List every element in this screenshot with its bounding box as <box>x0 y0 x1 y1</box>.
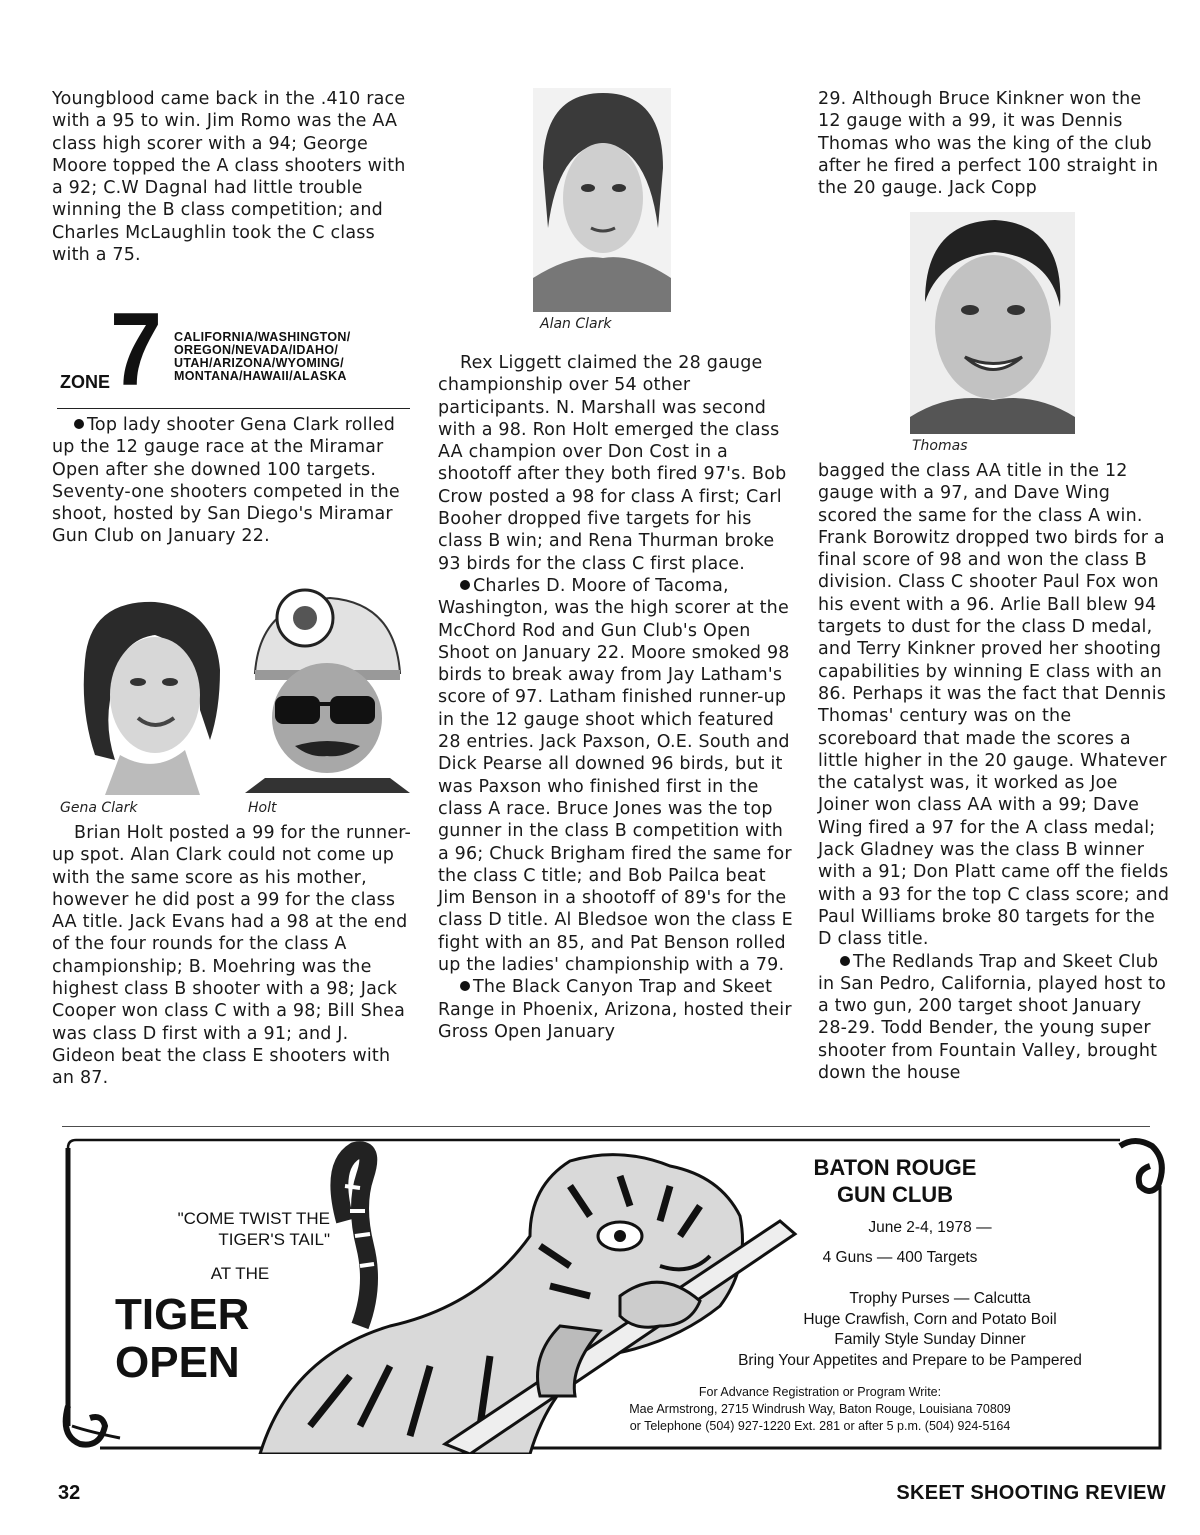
paragraph: Youngblood came back in the .410 race with a 95 to win. Jim Romo was the AA class high scorer with a 94; George Moore topped the A class shooters with a 92; C.W Dagnal had little trouble winning the B class competition; and Charles McLaughlin took the C class with a 75. <box>52 89 406 266</box>
col2-text <box>438 352 793 1043</box>
caption-holt: Holt <box>248 800 277 816</box>
tiger-open-advertisement <box>60 1126 1168 1454</box>
paragraph: 29. Although Bruce Kinkner won the 12 gauge with a 99, it was Dennis Thomas who was the king of the club after he fired a perfect 100 straight in the 20 gauge. Jack Copp <box>818 89 1159 199</box>
paragraph: Rex Liggett claimed the 28 gauge championship over 54 other participants. N. Marshall was second with a 98. Ron Holt emerged the class AA champion over Don Cost in a shootoff after they both fired 97's. Bob Crow posted a 98 for class A first; Carl Booher dropped five targets for his class B win; and Rena Thurman broke 93 birds for the class C first place. <box>438 353 787 574</box>
caption-thomas: Thomas <box>912 438 968 454</box>
photo-thomas <box>910 212 1075 434</box>
paragraph: The Redlands Trap and Skeet Club in San Pedro, California, played host to a two gun, 200 target shoot January 28-29. Todd Bender, the young super shooter from Fountain Valley, brought down the house <box>818 951 1167 1084</box>
paragraph: bagged the class AA title in the 12 gauge with a 97, and Dave Wing scored the same for the class A win. Frank Borowitz dropped two birds for a final score of 98 and won the class B division. Class C shooter Paul Fox won his event with a 96. Arlie Ball blew 94 targets to dust for the class D medal, and Terry Kinkner proved her shooting capabilities by winning E class with an 86. Perhaps it was the fact that Dennis Thomas' century was on the scoreboard that made the scores a little higher in the 20 gauge. Whatever the catalyst was, it worked as Joe Joiner won class AA with a 99; Dave Wing fired a 97 for the A class medal; Jack Gladney was the class B winner with a 91; Don Platt came off the fields with a 93 for the top C class score; and Paul Williams broke 80 targets for the D class title. <box>818 461 1170 950</box>
ad-dates: June 2-4, 1978 — <box>868 1219 992 1236</box>
paragraph: Top lady shooter Gena Clark rolled up the 12 gauge race at the Miramar Open after she downed 100 targets. Seventy-one shooters competed in the shoot, hosted by San Diego's Miramar Gun Club on January 22. <box>52 415 400 547</box>
ad-slogan: "COME TWIST THE TIGER'S TAIL" <box>177 1209 330 1249</box>
col1-top-text <box>52 88 412 266</box>
photo-alan-clark <box>533 88 671 312</box>
ad-features: Trophy Purses — Calcutta Huge Crawfish, Corn and Potato Boil Family Style Sunday Dinner Bring Your Appetites and Prepare to be Pampered <box>738 1290 1082 1369</box>
zone-number: 7 <box>110 292 163 408</box>
photo-holt <box>245 578 410 793</box>
bullet-icon <box>460 580 470 590</box>
caption-alan-clark: Alan Clark <box>540 316 612 332</box>
zone-divider <box>57 408 410 409</box>
paragraph: Charles D. Moore of Tacoma, Washington, was the high scorer at the McChord Rod and Gun Club's Open Shoot on January 22. Moore smoked 98 birds to break away from Jay Latham's score of 97. Latham finished runner-up in the 12 gauge shoot which featured 28 entries. Jack Paxson, O.E. South and Dick Pearse all downed 96 birds, but it was Paxson who finished first in the class A race. Bruce Jones was the top gunner in the class B competition with a 96; Chuck Brigham fired the same for the class C title; and Bob Pailca beat Jim Benson in a shootoff of 89's for the class D title. Al Bledsoe won the class E fight with an 85, and Pat Benson rolled up the ladies' championship with a 79. <box>438 575 793 976</box>
col3-text <box>818 460 1170 1084</box>
ad-tiger: TIGER <box>115 1290 250 1339</box>
zone-word: ZONE <box>60 372 111 392</box>
caption-gena-clark: Gena Clark <box>60 800 138 816</box>
col1-bottom-text <box>52 822 412 1090</box>
bullet-icon <box>840 956 850 966</box>
paragraph: The Black Canyon Trap and Skeet Range in Phoenix, Arizona, hosted their Gross Open January <box>438 977 792 1042</box>
zone-states: CALIFORNIA/WASHINGTON/ OREGON/NEVADA/IDAHO/ UTAH/ARIZONA/WYOMING/ MONTANA/HAWAII/ALASKA <box>174 330 351 383</box>
col1-zone-text <box>52 414 412 548</box>
publication-title: SKEET SHOOTING REVIEW <box>896 1482 1166 1504</box>
ad-at-the: AT THE <box>210 1264 270 1283</box>
photo-gena-clark <box>60 590 235 795</box>
page-number: 32 <box>58 1482 81 1504</box>
col3-top-text <box>818 88 1168 199</box>
bullet-icon <box>74 419 84 429</box>
bullet-icon <box>460 981 470 991</box>
ad-open: OPEN <box>115 1338 240 1387</box>
ad-guns: 4 Guns — 400 Targets <box>822 1249 978 1266</box>
ad-club-name: BATON ROUGE GUN CLUB <box>813 1155 977 1207</box>
ad-registration: For Advance Registration or Program Write: Mae Armstrong, 2715 Windrush Way, Baton Rouge, Louisiana 70809 or Telephone (504) 927-1220 Ext. 281 or after 5 p.m. (504) 924-5164 <box>629 1385 1011 1433</box>
paragraph: Brian Holt posted a 99 for the runner-up spot. Alan Clark could not come up with the same score as his mother, however he did post a 99 for the class AA title. Jack Evans had a 98 at the end of the four rounds for the class A championship; B. Moehring was the highest class B shooter with a 98; Jack Cooper won class C with a 98; Bill Shea was class D first with a 91; and J. Gideon beat the class E shooters with an 87. <box>52 823 412 1089</box>
